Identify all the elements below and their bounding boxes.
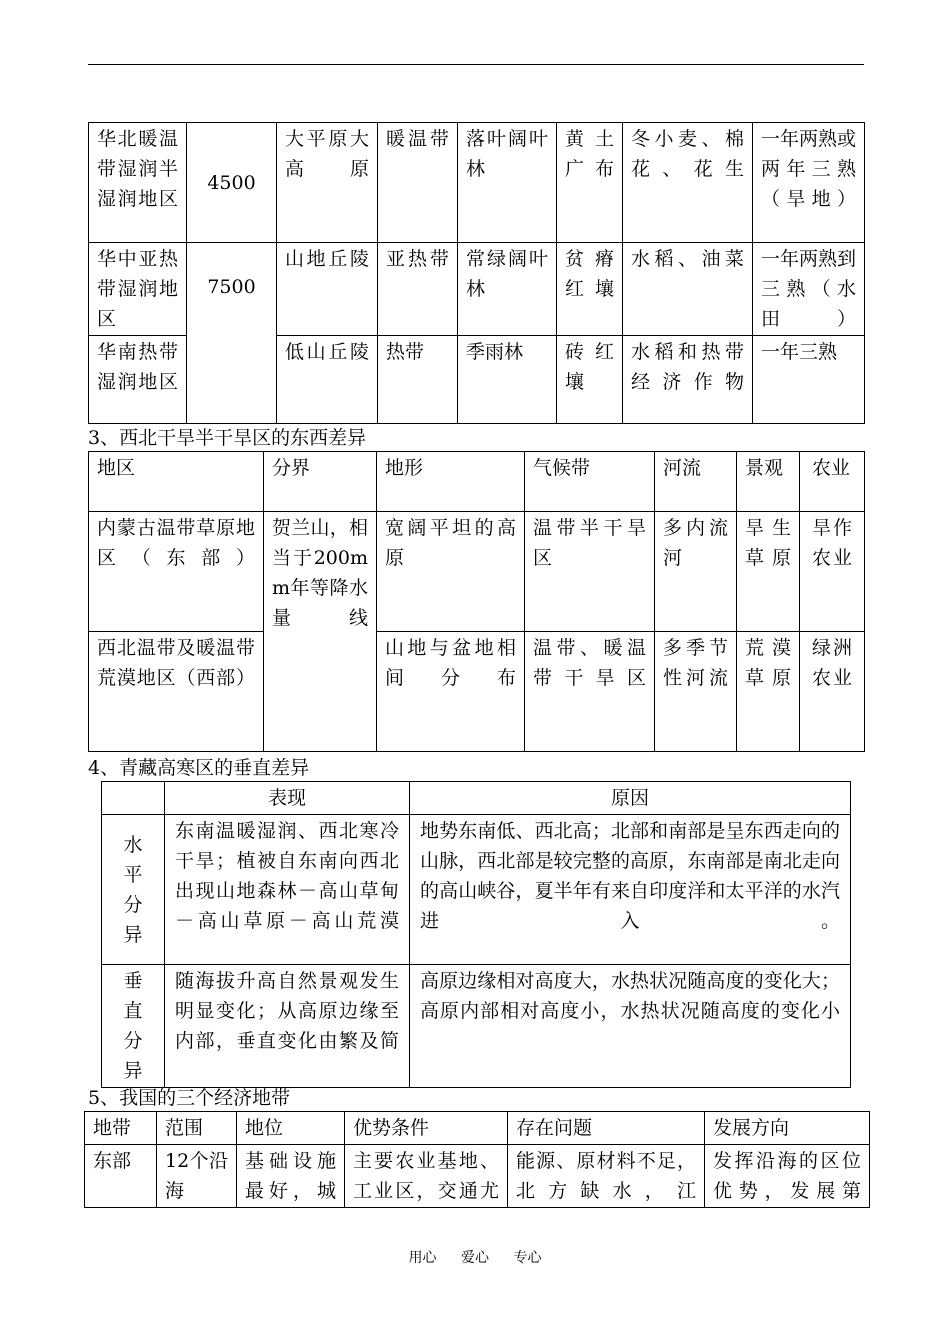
section-heading: 4、青藏高寒区的垂直差异: [88, 757, 310, 779]
region-cell: 华北暖温带湿润半湿润地区: [89, 123, 187, 243]
footer-text: 爱心: [461, 1250, 489, 1266]
table-row: [102, 965, 851, 1088]
table-header-row: [85, 1112, 870, 1145]
natural-regions-table: [88, 122, 865, 424]
terrain-cell: 山地与盆地相间分布: [377, 632, 525, 752]
landscape-cell: 旱生草原: [737, 512, 800, 632]
scope-cell: 12个沿海: [157, 1145, 237, 1208]
section-heading: 5、我国的三个经济地带: [88, 1087, 291, 1109]
landscape-cell: 荒漠草原: [737, 632, 800, 752]
soil-cell: 贫瘠红壤: [557, 243, 623, 336]
region-cell: 西北温带及暖温带荒漠地区（西部）: [89, 632, 264, 752]
qinghai-tibet-table: [101, 781, 851, 1088]
column-header: 范围: [157, 1112, 237, 1145]
crops-cell: 冬小麦、棉花、花生: [623, 123, 753, 243]
agriculture-cell: 绿洲农业: [800, 632, 865, 752]
table-row: [89, 243, 865, 336]
table-row: [85, 1145, 870, 1208]
column-header: 存在问题: [508, 1112, 705, 1145]
climate-cell: 温带半干旱区: [525, 512, 655, 632]
column-header: 景观: [737, 452, 800, 512]
column-header: 原因: [410, 782, 851, 815]
column-header: 气候带: [525, 452, 655, 512]
column-header: 河流: [655, 452, 737, 512]
climate-cell: 热带: [378, 336, 458, 424]
footer-text: 专心: [513, 1250, 542, 1266]
column-header: 表现: [165, 782, 410, 815]
column-header: 分界: [264, 452, 377, 512]
problems-cell: 能源、原材料不足，北方缺水，江: [508, 1145, 705, 1208]
climate-cell: 温带、暖温带干旱区: [525, 632, 655, 752]
northwest-differences-table: [88, 451, 865, 752]
terrain-cell: 大平原大高原: [277, 123, 378, 243]
column-header: 地区: [89, 452, 264, 512]
table-row: [89, 512, 865, 632]
column-header: 地位: [237, 1112, 345, 1145]
zone-cell: 东部: [85, 1145, 157, 1208]
column-header: [102, 782, 165, 815]
table-header-row: [102, 782, 851, 815]
terrain-cell: 山地丘陵: [277, 243, 378, 336]
climate-cell: 暖温带: [378, 123, 458, 243]
direction-cell: 发挥沿海的区位优势，发展第: [705, 1145, 870, 1208]
column-header: 优势条件: [345, 1112, 508, 1145]
value-cell: 4500: [187, 123, 277, 243]
footer-text: 用心: [408, 1250, 437, 1266]
soil-cell: 黄土广布: [557, 123, 623, 243]
table-header-row: [89, 452, 865, 512]
terrain-cell: 低山丘陵: [277, 336, 378, 424]
vegetation-cell: 落叶阔叶林: [458, 123, 557, 243]
harvest-cell: 一年三熟: [753, 336, 865, 424]
terrain-cell: 宽阔平坦的高原: [377, 512, 525, 632]
crops-cell: 水稻、油菜: [623, 243, 753, 336]
table-row: [89, 632, 865, 752]
section-heading: 3、西北干旱半干旱区的东西差异: [88, 427, 367, 449]
performance-cell: 随海拔升高自然景观发生明显变化；从高原边缘至内部，垂直变化由繁及简: [165, 965, 410, 1088]
river-cell: 多内流河: [655, 512, 737, 632]
agriculture-cell: 旱作农业: [800, 512, 865, 632]
row-label: 水平分异: [102, 815, 165, 965]
table-row: [89, 123, 865, 243]
page-footer: [0, 1247, 950, 1267]
vegetation-cell: 常绿阔叶林: [458, 243, 557, 336]
column-header: 地形: [377, 452, 525, 512]
harvest-cell: 一年两熟到三熟（水田）: [753, 243, 865, 336]
region-cell: 内蒙古温带草原地区（东部）: [89, 512, 264, 632]
harvest-cell: 一年两熟或两年三熟（旱地）: [753, 123, 865, 243]
region-cell: 华中亚热带湿润地区: [89, 243, 187, 336]
column-header: 地带: [85, 1112, 157, 1145]
table-row: [102, 815, 851, 965]
performance-cell: 东南温暖湿润、西北寒冷干旱；植被自东南向西北出现山地森林－高山草甸－高山草原－高山荒漠: [165, 815, 410, 965]
soil-cell: 砖红壤: [557, 336, 623, 424]
river-cell: 多季节性河流: [655, 632, 737, 752]
status-cell: 基础设施最好，城: [237, 1145, 345, 1208]
column-header: 发展方向: [705, 1112, 870, 1145]
vegetation-cell: 季雨林: [458, 336, 557, 424]
economic-zones-table: [84, 1111, 870, 1208]
crops-cell: 水稻和热带经济作物: [623, 336, 753, 424]
climate-cell: 亚热带: [378, 243, 458, 336]
value-cell: 7500: [187, 243, 277, 424]
header-rule: [88, 64, 864, 65]
region-cell: 华南热带湿润地区: [89, 336, 187, 424]
column-header: 农业: [800, 452, 865, 512]
advantage-cell: 主要农业基地、工业区，交通尤: [345, 1145, 508, 1208]
reason-cell: 地势东南低、西北高；北部和南部是呈东西走向的山脉，西北部是较完整的高原，东南部是南北走向的高山峡谷，夏半年有来自印度洋和太平洋的水汽进入。: [410, 815, 851, 965]
row-label: 垂直分异: [102, 965, 165, 1088]
boundary-cell: 贺兰山，相当于200mm年等降水量线: [264, 512, 377, 752]
reason-cell: 高原边缘相对高度大，水热状况随高度的变化大； 高原内部相对高度小，水热状况随高度的变化小: [410, 965, 851, 1088]
